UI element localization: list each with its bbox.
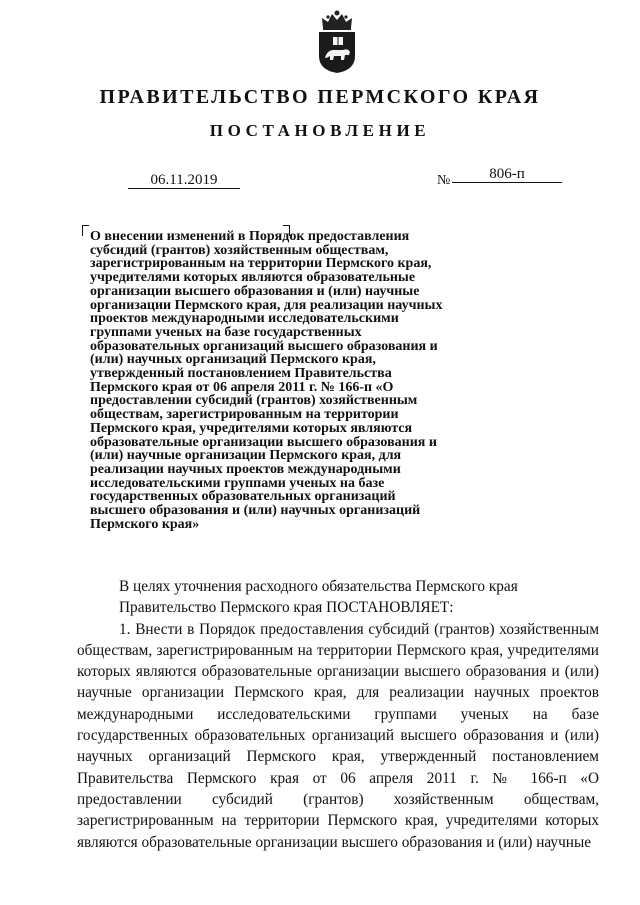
document-date: 06.11.2019	[128, 172, 240, 189]
heading-corner-left	[82, 225, 89, 236]
document-heading: О внесении изменений в Порядок предоставления субсидий (грантов) хозяйственным обществам, зарегистрированным на территории Пермского края, учредителями которых являются образовательные организации высшего образования и (или) научные организации Пермского края, для реализации научных проектов международными исследовательскими группами ученых на базе государственных образовательных организаций высшего образования и (или) научных организаций Пермского края, утвержденный постановлением Правительства Пермского края от 06 апреля 2011 г. № 166-п «О предоставлении субсидий (грантов) хозяйственным обществам, зарегистрированным на территории Пермского края, учредителями которых являются образовательные организации высшего образования и (или) научные организации Пермского края, для реализации научных проектов международными исследовательскими группами ученых на базе государственных образовательных организаций высшего образования и (или) научных организаций Пермского края»	[90, 229, 443, 532]
perm-krai-coat-of-arms-icon	[314, 8, 360, 74]
number-sign: №	[437, 173, 451, 188]
document-number: 806-п	[452, 166, 562, 183]
government-title: ПРАВИТЕЛЬСТВО ПЕРМСКОГО КРАЯ	[99, 86, 541, 108]
document-type: ПОСТАНОВЛЕНИЕ	[209, 121, 431, 140]
document-body	[77, 576, 599, 853]
body-paragraph-resolves: Правительство Пермского края ПОСТАНОВЛЯЕТ:	[119, 599, 454, 617]
body-paragraph-item-1: 1. Внести в Порядок предоставления субсидий (грантов) хозяйственным обществам, зарегистрированным на территории Пермского края, учредителями которых являются образовательные организации высшего образования и (или) научные организации Пермского края, для реализации научных проектов международными исследовательскими группами ученых на базе государственных образовательных организаций высшего образования и (или) научных организаций Пермского края, утвержденный постановлением Правительства Пермского края от 06 апреля 2011 г. № 166-п «О предоставлении субсидий (грантов) хозяйственным обществам, зарегистрированным на территории Пермского края, учредителями которых являются образовательные организации высшего образования и (или) научные	[77, 620, 599, 851]
body-paragraph-purpose: В целях уточнения расходного обязательства Пермского края	[119, 578, 518, 595]
